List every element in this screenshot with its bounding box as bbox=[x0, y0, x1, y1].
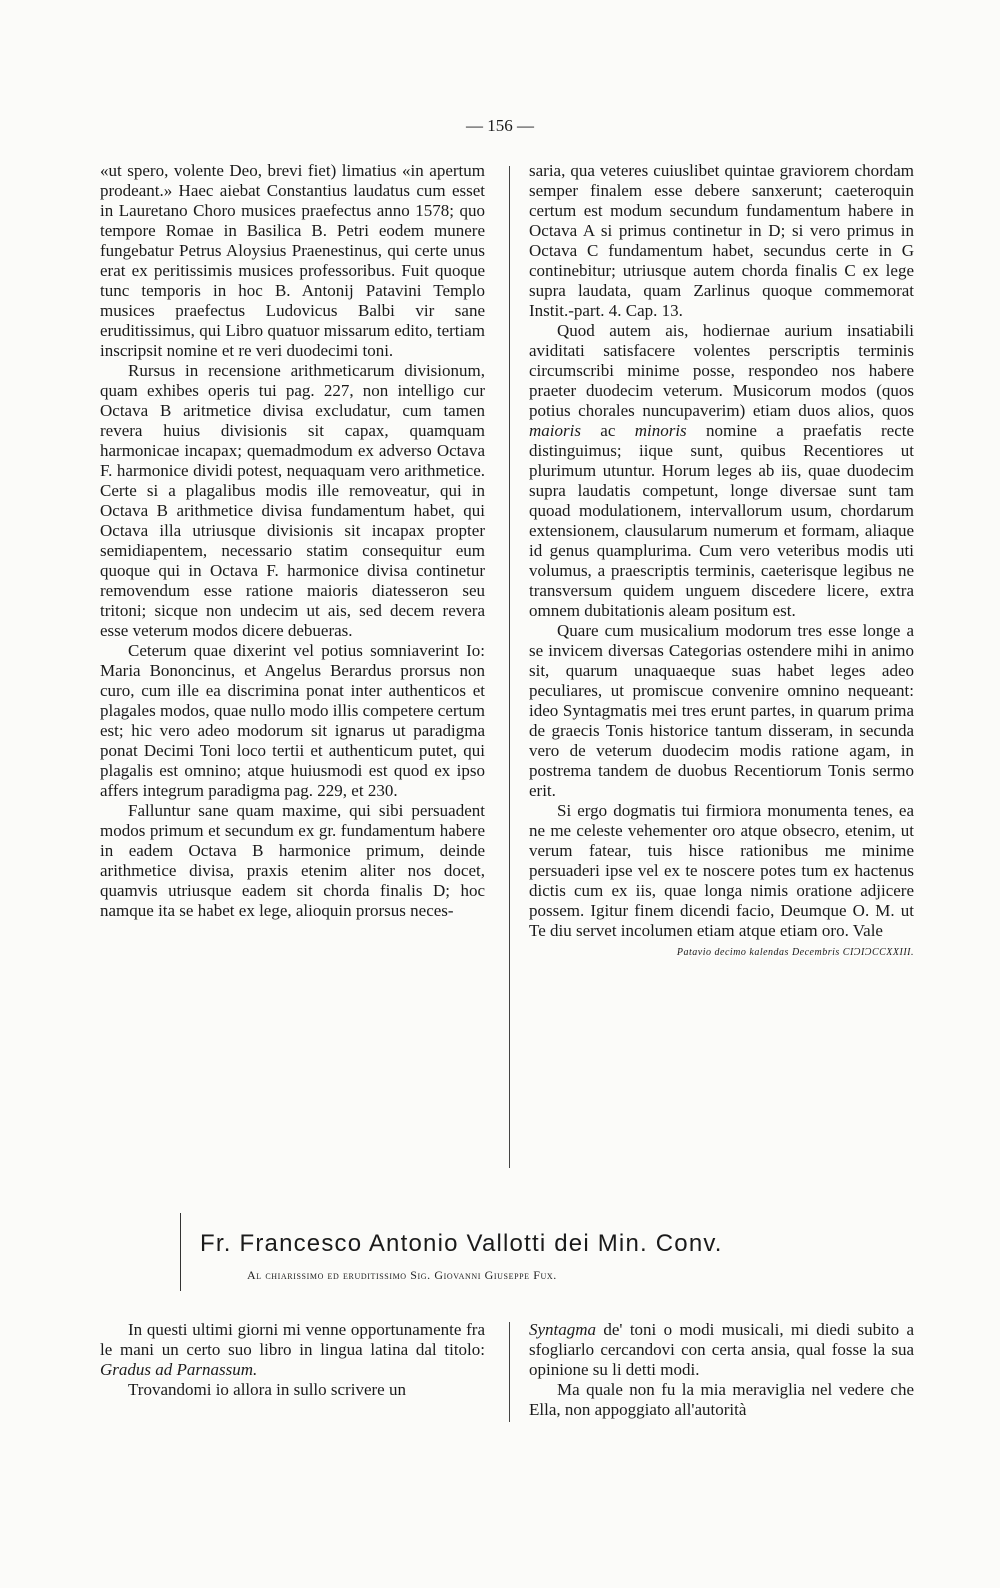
paragraph: In questi ultimi giorni mi venne opportunamente fra le mani un certo suo libro in lingua latina dal titolo: Gradus ad Parnassum. bbox=[100, 1320, 485, 1379]
paragraph: Rursus in recensione arithmeticarum divisionum, quam exhibes operis tui pag. 227, non intelligo cur Octava B aritmetice divisa excludatur, cum tamen revera huius divisionis sit capax, quamquam harmonicae incapax; quemadmodum ex adverso Octava F. harmonice dividi potest, nequaquam vero arithmetice. Certe si a plagalibus modis ille removeatur, qui in Octava B arithmetice divisa fundamentum habet, qui Octava illa utriusque divisionis sit incapax propter semidiapentem, necessario statim consequitur eum quoque qui in Octava F. harmonice divisa continetur removendum esse ratione maioris diatesseron seu tritoni; sicque non undecim ut ais, sed decem revera esse veterum modos dicere debueras. bbox=[100, 361, 485, 640]
column-divider bbox=[509, 1322, 510, 1422]
dateline: Patavio decimo kalendas Decembris CIƆIƆCCXXIII. bbox=[676, 947, 914, 958]
letter-right-column bbox=[529, 1320, 914, 1420]
paragraph: «ut spero, volente Deo, brevi fiet) limatius «in apertum prodeant.» Haec aiebat Constantius laudatus cum esset in Lauretano Choro musices praefectus anno 1578; quo tempore Romae in Basilica B. Petri eodem munere fungebatur Petrus Aloysius Praenestinus, qui certe unus erat ex peritissimis musices professoribus. Fuit quoque tunc temporis in hoc B. Antonij Patavini Templo musices praefectus Ludovicus Balbi vir sane eruditissimus, qui Libro quatuor missarum edito, tertiam inscripsit nomine et re veri duodecimi toni. bbox=[100, 161, 485, 360]
paragraph: Si ergo dogmatis tui firmiora monumenta tenes, ea ne me celeste vehementer oro atque obsecro, etenim, ut verum fatear, tuis hisce rationibus me minime persuaderi ipse vel ex te noscere potes tum ex hactenus dictis cum ex iis, quae longa nimis oratione adjicere possem. Igitur finem dicendi facio, Deumque O. M. ut Te diu servet incolumen etiam atque etiam oro. Vale bbox=[529, 801, 914, 940]
book-title: Syntagma bbox=[529, 1320, 597, 1339]
section-heading: Fr. Francesco Antonio Vallotti dei Min. Conv. bbox=[200, 1230, 723, 1257]
paragraph: Ma quale non fu la mia meraviglia nel vedere che Ella, non appoggiato all'autorità bbox=[529, 1380, 914, 1419]
right-column bbox=[529, 161, 914, 963]
paragraph: Trovandomi io allora in sullo scrivere un bbox=[128, 1380, 406, 1399]
left-column bbox=[100, 161, 485, 921]
paragraph: saria, qua veteres cuiuslibet quintae graviorem chordam semper finalem esse debere sanxerunt; caeteroquin certum est modum secundum fundamentum habere in Octava A si primus continetur in D; si vero primus in Octava C fundamentum habet, secundus certe in G continebitur; utriusque autem chorda finalis C ex lege supra laudata, quam Zarlinus quoque commemorat Instit.-part. 4. Cap. 13. bbox=[529, 161, 914, 320]
section-subheading: Al chiarissimo ed eruditissimo Sig. Giovanni Giuseppe Fux. bbox=[247, 1268, 557, 1282]
paragraph: Quare cum musicalium modorum tres esse longe a se invicem diversas Categorias ostendere mihi in animo sit, quarum unaquaeque suas habet leges adeo peculiares, ut promiscue convenire omnino nequeant: ideo Syntagmatis mei tres erunt partes, in quarum prima de graecis Tonis historice tantum disseram, in secunda vero de veterum duodecim modis ratione agam, in postrema tandem de duobus Recentiorum Tonis sermo erit. bbox=[529, 621, 914, 800]
paragraph: Falluntur sane quam maxime, qui sibi persuadent modos primum et secundum ex gr. fundamentum habere in eadem Octava B harmonice primum, deinde arithmetice divisa, praxis etenim aliter nos docet, quamvis utriusque eadem sit chorda finalis D; hoc namque ita se habet ex lege, alioquin prorsus neces- bbox=[100, 801, 485, 920]
page-number: — 156 — bbox=[466, 116, 534, 135]
book-title: Gradus ad Parnassum. bbox=[100, 1360, 258, 1379]
paragraph: Quod autem ais, hodiernae aurium insatiabili aviditati satisfacere volentes perscriptis terminis circumscribi minime posse, respondeo nos habere praeter duodecim veterum. Musicorum modos (quos potius chorales nuncupaverim) etiam duos alios, quos maioris ac minoris nomine a praefatis recte distinguimus; iique sunt, quibus Recentiores ut plurimum utuntur. Horum leges ab iis, quae duodecim supra laudatis competunt, longe diversae sunt tam quoad modulationem, intervallorum usum, chordarum extensionem, clausularum numerum et formam, aliaque id genus quamplurima. Cum vero veteribus modis uti volumus, a praescriptis terminis, caeterisque legibus ne transversum quidem unguem discedere licere, extra omnem dubitationis aleam positum est. bbox=[529, 321, 915, 620]
heading-bar bbox=[180, 1213, 181, 1291]
letter-left-column bbox=[100, 1320, 485, 1400]
paragraph: Ceterum quae dixerint vel potius somniaverint Io: Maria Bononcinus, et Angelus Berardus prorsus non curo, cum ille ea discrimina ponat inter authenticos et plagales modos, quae nullo modo illis competere certum est; hic vero adeo modorum sit ignarus ut paradigma ponat Decimi Toni loco tertii et authenticum putet, qui plagalis est omnino; atque huiusmodi est quod ex ipso affers integrum paradigma pag. 229, et 230. bbox=[100, 641, 485, 800]
italic-term: minoris bbox=[634, 421, 687, 440]
column-divider bbox=[509, 166, 510, 1168]
paragraph: Syntagma de' toni o modi musicali, mi diedi subito a sfogliarlo cercandovi con certa ansia, qual fosse la sua opinione su li detti modi. bbox=[529, 1320, 914, 1379]
italic-term: maioris bbox=[529, 421, 581, 440]
